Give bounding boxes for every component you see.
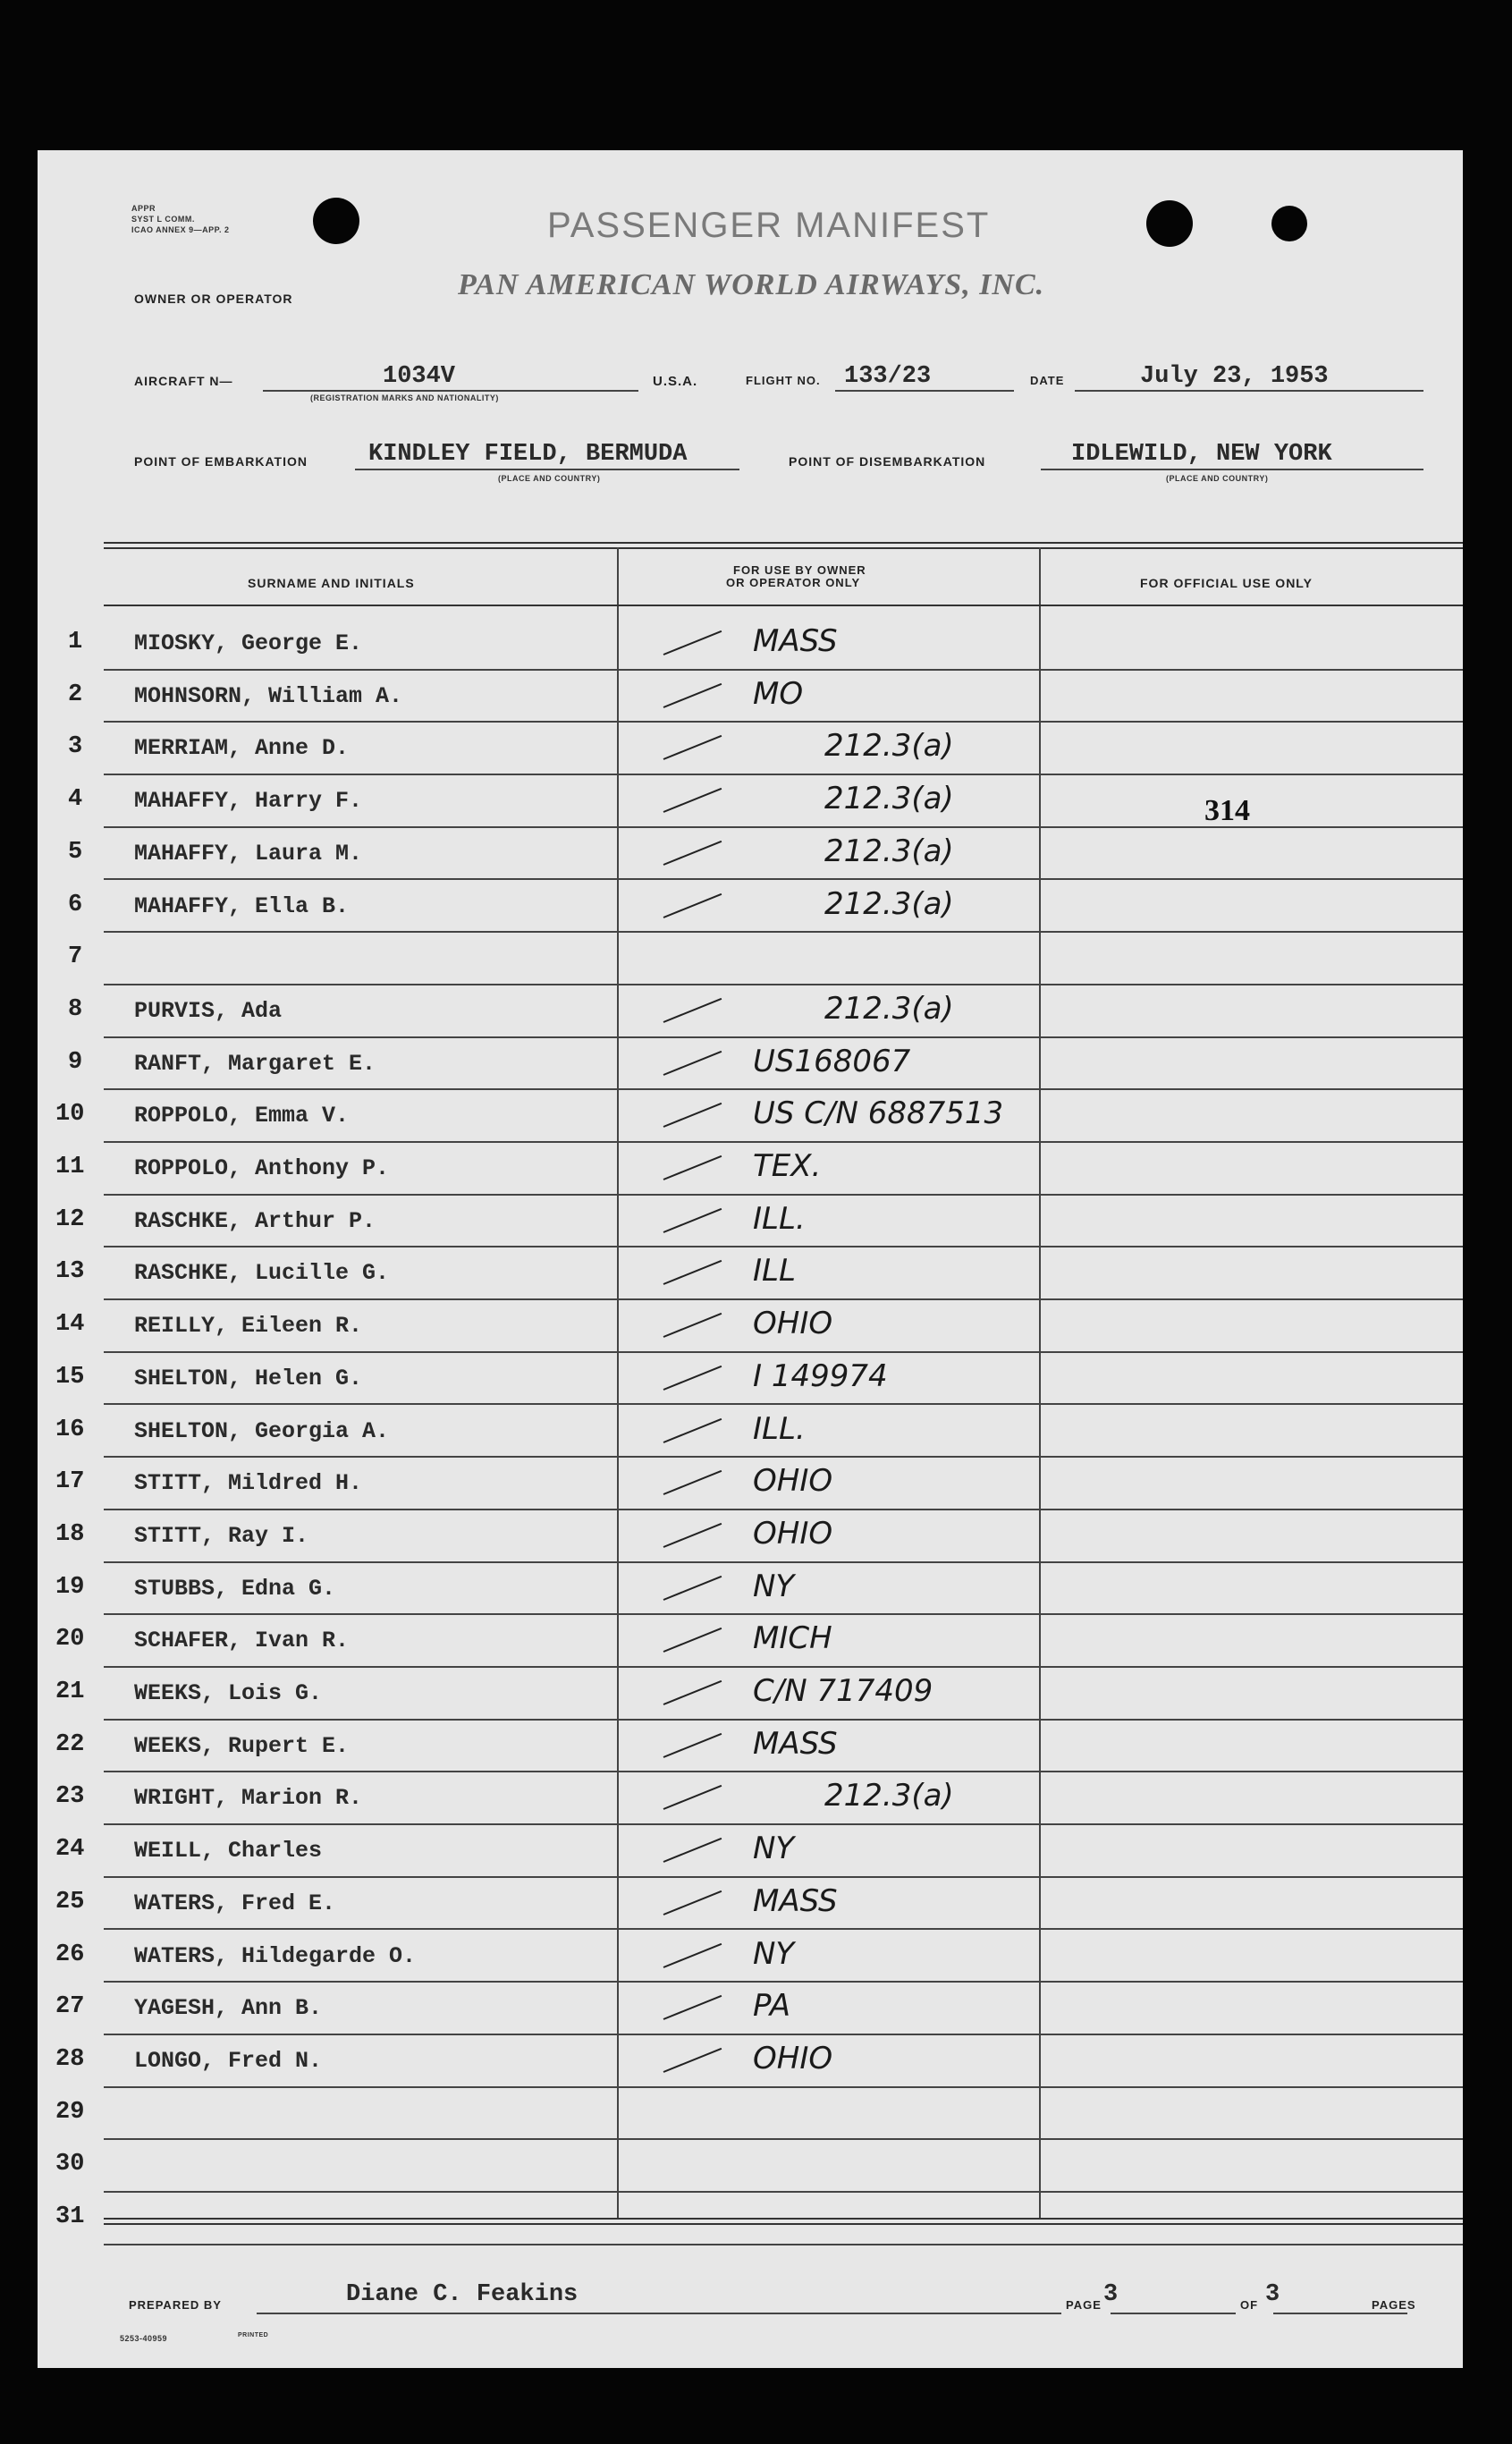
row-rule bbox=[104, 1719, 1463, 1721]
owner-note: TEX. bbox=[753, 1148, 822, 1184]
owner-note: OHIO bbox=[753, 1463, 833, 1500]
aircraft-underline bbox=[263, 390, 638, 392]
owner-note: 212.3(a) bbox=[824, 1778, 954, 1814]
date-label: DATE bbox=[1030, 374, 1065, 387]
official-stamp: 314 bbox=[1204, 794, 1250, 827]
owner-label: OWNER OR OPERATOR bbox=[134, 292, 293, 306]
check-mark bbox=[663, 1942, 722, 1967]
flight-underline bbox=[835, 390, 1014, 392]
table-row bbox=[38, 1932, 1463, 1985]
owner-note: 212.3(a) bbox=[824, 728, 954, 765]
table-row bbox=[38, 1092, 1463, 1145]
owner-note: MICH bbox=[753, 1620, 832, 1657]
row-number: 19 bbox=[55, 1573, 85, 1601]
check-mark bbox=[663, 683, 722, 708]
disembark-value: IDLEWILD, NEW YORK bbox=[1071, 441, 1332, 468]
passenger-name: SHELTON, Helen G. bbox=[134, 1365, 363, 1391]
row-number: 5 bbox=[68, 838, 83, 866]
usa-label: U.S.A. bbox=[653, 374, 698, 389]
table-row bbox=[38, 1670, 1463, 1722]
table-row bbox=[38, 1722, 1463, 1775]
row-rule bbox=[104, 1298, 1463, 1300]
row-number: 13 bbox=[55, 1258, 85, 1286]
check-mark bbox=[663, 788, 722, 813]
row-rule bbox=[104, 1194, 1463, 1196]
passenger-name: PURVIS, Ada bbox=[134, 997, 283, 1024]
row-number: 22 bbox=[55, 1730, 85, 1758]
table-bottom-rule bbox=[104, 2218, 1463, 2225]
table-row bbox=[38, 672, 1463, 725]
check-mark bbox=[663, 892, 722, 918]
row-number: 21 bbox=[55, 1679, 85, 1705]
check-mark bbox=[663, 630, 722, 655]
row-number: 20 bbox=[55, 1626, 85, 1653]
owner-note: NY bbox=[753, 1831, 795, 1867]
aircraft-value: 1034V bbox=[383, 363, 456, 390]
owner-note: NY bbox=[753, 1935, 795, 1972]
table-row bbox=[38, 883, 1463, 935]
row-rule bbox=[104, 1351, 1463, 1353]
check-mark bbox=[663, 2048, 722, 2073]
embark-label: POINT OF EMBARKATION bbox=[134, 454, 308, 469]
passenger-name: WEEKS, Lois G. bbox=[134, 1680, 323, 1706]
check-mark bbox=[663, 1575, 722, 1600]
passenger-name: MAHAFFY, Harry F. bbox=[134, 788, 363, 815]
passenger-name: SHELTON, Georgia A. bbox=[134, 1417, 390, 1444]
table-row bbox=[38, 987, 1463, 1040]
check-mark bbox=[663, 1890, 722, 1915]
row-rule bbox=[104, 1876, 1463, 1878]
row-number: 28 bbox=[55, 2045, 85, 2073]
row-rule bbox=[104, 2086, 1463, 2088]
passenger-name: WEILL, Charles bbox=[134, 1838, 323, 1865]
table-row bbox=[38, 1512, 1463, 1565]
check-mark bbox=[663, 1417, 722, 1442]
row-rule bbox=[104, 2191, 1463, 2193]
passenger-name: RASCHKE, Arthur P. bbox=[134, 1207, 376, 1234]
owner-note: 212.3(a) bbox=[824, 781, 954, 817]
prepared-value: Diane C. Feakins bbox=[346, 2281, 579, 2308]
page-title: PASSENGER MANIFEST bbox=[547, 206, 991, 245]
table-row bbox=[38, 620, 1463, 672]
row-rule bbox=[104, 669, 1463, 671]
passenger-name: ROPPOLO, Emma V. bbox=[134, 1103, 350, 1129]
row-number: 12 bbox=[55, 1205, 85, 1233]
table-row bbox=[38, 1145, 1463, 1197]
table-row bbox=[38, 777, 1463, 830]
column-header-owner-1: FOR USE BY OWNER bbox=[733, 563, 866, 577]
punch-hole-left bbox=[313, 198, 359, 244]
row-rule bbox=[104, 2138, 1463, 2140]
date-value: July 23, 1953 bbox=[1140, 363, 1329, 390]
passenger-name: ROPPOLO, Anthony P. bbox=[134, 1155, 390, 1181]
row-rule bbox=[104, 1561, 1463, 1563]
check-mark bbox=[663, 841, 722, 866]
owner-note: NY bbox=[753, 1568, 795, 1604]
page-number: 3 bbox=[1103, 2281, 1119, 2308]
check-mark bbox=[663, 1838, 722, 1863]
row-number: 24 bbox=[55, 1836, 85, 1864]
page-label: PAGE bbox=[1066, 2298, 1102, 2312]
check-mark bbox=[663, 1995, 722, 2020]
passenger-name: MOHNSORN, William A. bbox=[134, 682, 403, 709]
table-row bbox=[38, 1249, 1463, 1302]
flight-value: 133/23 bbox=[844, 363, 932, 390]
disembark-caption: (PLACE AND COUNTRY) bbox=[1166, 474, 1269, 483]
passenger-name: WATERS, Hildegarde O. bbox=[134, 1942, 417, 1969]
check-mark bbox=[663, 1470, 722, 1495]
row-rule bbox=[104, 774, 1463, 775]
owner-note: 212.3(a) bbox=[824, 833, 954, 869]
row-number: 4 bbox=[68, 786, 83, 814]
row-rule bbox=[104, 2034, 1463, 2035]
check-mark bbox=[663, 1260, 722, 1285]
printed-mark: PRINTED bbox=[238, 2332, 269, 2338]
owner-note: OHIO bbox=[753, 2040, 833, 2076]
column-header-surname: SURNAME AND INITIALS bbox=[248, 576, 415, 590]
table-row bbox=[38, 2090, 1463, 2143]
row-number: 23 bbox=[55, 1783, 85, 1811]
owner-note: C/N 717409 bbox=[753, 1673, 933, 1709]
row-rule bbox=[104, 1928, 1463, 1930]
check-mark bbox=[663, 1785, 722, 1810]
owner-note: OHIO bbox=[753, 1306, 833, 1342]
passenger-name: REILLY, Eileen R. bbox=[134, 1313, 363, 1340]
approval-line-3: ICAO ANNEX 9—APP. 2 bbox=[131, 225, 230, 234]
passenger-name: LONGO, Fred N. bbox=[134, 2047, 323, 2074]
punch-hole-right-2 bbox=[1271, 206, 1307, 241]
row-number: 9 bbox=[68, 1048, 83, 1076]
check-mark bbox=[663, 1733, 722, 1758]
owner-note: I 149974 bbox=[753, 1357, 888, 1394]
owner-note: US C/N 6887513 bbox=[753, 1095, 1004, 1132]
disembark-underline bbox=[1041, 469, 1423, 470]
check-mark bbox=[663, 998, 722, 1023]
approval-line-2: SYST L COMM. bbox=[131, 215, 195, 224]
passenger-name: YAGESH, Ann B. bbox=[134, 1995, 323, 2022]
row-rule bbox=[104, 931, 1463, 933]
row-number: 3 bbox=[68, 733, 83, 761]
row-rule bbox=[104, 1036, 1463, 1038]
check-mark bbox=[663, 1103, 722, 1128]
table-row bbox=[38, 1617, 1463, 1670]
row-number: 10 bbox=[55, 1101, 85, 1129]
row-number: 6 bbox=[68, 891, 83, 918]
flight-label: FLIGHT NO. bbox=[746, 374, 821, 387]
passenger-name: MERRIAM, Anne D. bbox=[134, 735, 350, 762]
row-number: 14 bbox=[55, 1311, 85, 1339]
owner-note: MASS bbox=[753, 1725, 838, 1762]
embark-caption: (PLACE AND COUNTRY) bbox=[498, 474, 601, 483]
table-row bbox=[38, 1040, 1463, 1093]
table-row bbox=[38, 1565, 1463, 1618]
owner-note: MASS bbox=[753, 623, 838, 659]
table-row bbox=[38, 1827, 1463, 1880]
row-number: 29 bbox=[55, 2098, 85, 2126]
row-number: 2 bbox=[68, 681, 83, 708]
row-rule bbox=[104, 1771, 1463, 1772]
passenger-name: WRIGHT, Marion R. bbox=[134, 1785, 363, 1812]
header-rule bbox=[104, 605, 1463, 606]
row-number: 17 bbox=[55, 1468, 85, 1496]
row-rule bbox=[104, 1088, 1463, 1090]
owner-note: 212.3(a) bbox=[824, 990, 954, 1027]
check-mark bbox=[663, 1366, 722, 1391]
table-row bbox=[38, 1774, 1463, 1827]
owner-note: ILL bbox=[753, 1253, 796, 1290]
table-top-rule bbox=[104, 542, 1463, 549]
row-number: 31 bbox=[55, 2203, 85, 2230]
row-rule bbox=[104, 1509, 1463, 1510]
date-underline bbox=[1075, 390, 1423, 392]
check-mark bbox=[663, 1050, 722, 1075]
of-label: OF bbox=[1240, 2298, 1259, 2312]
manifest-sheet bbox=[38, 150, 1463, 2368]
table-row bbox=[38, 1984, 1463, 2037]
passenger-name: STUBBS, Edna G. bbox=[134, 1575, 336, 1602]
check-mark bbox=[663, 735, 722, 760]
passenger-name: SCHAFER, Ivan R. bbox=[134, 1628, 350, 1654]
table-row bbox=[38, 1197, 1463, 1250]
passenger-name: RASCHKE, Lucille G. bbox=[134, 1260, 390, 1287]
embark-value: KINDLEY FIELD, BERMUDA bbox=[368, 441, 688, 468]
table-row bbox=[38, 1302, 1463, 1355]
check-mark bbox=[663, 1313, 722, 1338]
form-number: 5253-40959 bbox=[120, 2334, 168, 2343]
row-number: 7 bbox=[68, 943, 83, 971]
row-number: 16 bbox=[55, 1416, 85, 1443]
check-mark bbox=[663, 1680, 722, 1705]
passenger-name: WATERS, Fred E. bbox=[134, 1890, 336, 1916]
check-mark bbox=[663, 1523, 722, 1548]
row-number: 27 bbox=[55, 1993, 85, 2021]
passenger-name: STITT, Mildred H. bbox=[134, 1470, 363, 1497]
row-number: 18 bbox=[55, 1520, 85, 1548]
owner-note: 212.3(a) bbox=[824, 885, 954, 922]
airline-name: PAN AMERICAN WORLD AIRWAYS, INC. bbox=[458, 268, 1045, 301]
embark-underline bbox=[355, 469, 739, 470]
owner-note: PA bbox=[753, 1988, 791, 2025]
table-row bbox=[38, 2142, 1463, 2195]
table-row bbox=[38, 934, 1463, 987]
passenger-name: MAHAFFY, Laura M. bbox=[134, 840, 363, 867]
owner-note: ILL. bbox=[753, 1200, 806, 1237]
owner-note: MASS bbox=[753, 1882, 838, 1919]
row-rule bbox=[104, 984, 1463, 985]
approval-line-1: APPR bbox=[131, 204, 156, 213]
row-number: 15 bbox=[55, 1363, 85, 1391]
row-rule bbox=[104, 1981, 1463, 1983]
pages-label: PAGES bbox=[1372, 2298, 1416, 2312]
table-row bbox=[38, 724, 1463, 777]
owner-note: OHIO bbox=[753, 1515, 833, 1552]
row-rule bbox=[104, 878, 1463, 880]
aircraft-label: AIRCRAFT N— bbox=[134, 374, 233, 388]
row-rule bbox=[104, 721, 1463, 723]
row-number: 11 bbox=[55, 1154, 85, 1180]
check-mark bbox=[663, 1155, 722, 1180]
row-rule bbox=[104, 1823, 1463, 1825]
table-row bbox=[38, 1880, 1463, 1932]
table-row bbox=[38, 830, 1463, 883]
row-rule bbox=[104, 826, 1463, 828]
page-underline bbox=[1111, 2313, 1236, 2314]
row-rule bbox=[104, 1246, 1463, 1247]
passenger-name: MIOSKY, George E. bbox=[134, 630, 363, 656]
passenger-name: MAHAFFY, Ella B. bbox=[134, 892, 350, 919]
total-pages: 3 bbox=[1265, 2281, 1280, 2308]
row-number: 8 bbox=[68, 995, 83, 1023]
row-number: 30 bbox=[55, 2151, 85, 2178]
check-mark bbox=[663, 1628, 722, 1653]
table-row bbox=[38, 1459, 1463, 1512]
row-number: 25 bbox=[55, 1888, 85, 1915]
prepared-label: PREPARED BY bbox=[129, 2298, 222, 2312]
owner-note: MO bbox=[753, 675, 804, 712]
row-rule bbox=[104, 1666, 1463, 1668]
table-row bbox=[38, 2037, 1463, 2090]
row-rule bbox=[104, 2244, 1463, 2245]
row-rule bbox=[104, 1456, 1463, 1458]
of-underline bbox=[1273, 2313, 1407, 2314]
table-row bbox=[38, 1355, 1463, 1408]
column-header-official: FOR OFFICIAL USE ONLY bbox=[1140, 576, 1313, 590]
row-rule bbox=[104, 1403, 1463, 1405]
passenger-name: RANFT, Margaret E. bbox=[134, 1050, 376, 1077]
owner-note: ILL. bbox=[753, 1410, 806, 1447]
disembark-label: POINT OF DISEMBARKATION bbox=[789, 454, 986, 469]
row-rule bbox=[104, 1613, 1463, 1615]
table-row bbox=[38, 1408, 1463, 1460]
registration-caption: (REGISTRATION MARKS AND NATIONALITY) bbox=[310, 393, 499, 402]
check-mark bbox=[663, 1208, 722, 1233]
row-number: 26 bbox=[55, 1941, 85, 1968]
column-header-owner-2: OR OPERATOR ONLY bbox=[726, 576, 861, 589]
row-rule bbox=[104, 1141, 1463, 1143]
owner-note: US168067 bbox=[753, 1043, 911, 1079]
prepared-underline bbox=[257, 2313, 1061, 2314]
passenger-name: WEEKS, Rupert E. bbox=[134, 1732, 350, 1759]
punch-hole-right bbox=[1146, 200, 1193, 247]
passenger-name: STITT, Ray I. bbox=[134, 1522, 309, 1549]
row-number: 1 bbox=[68, 629, 83, 655]
